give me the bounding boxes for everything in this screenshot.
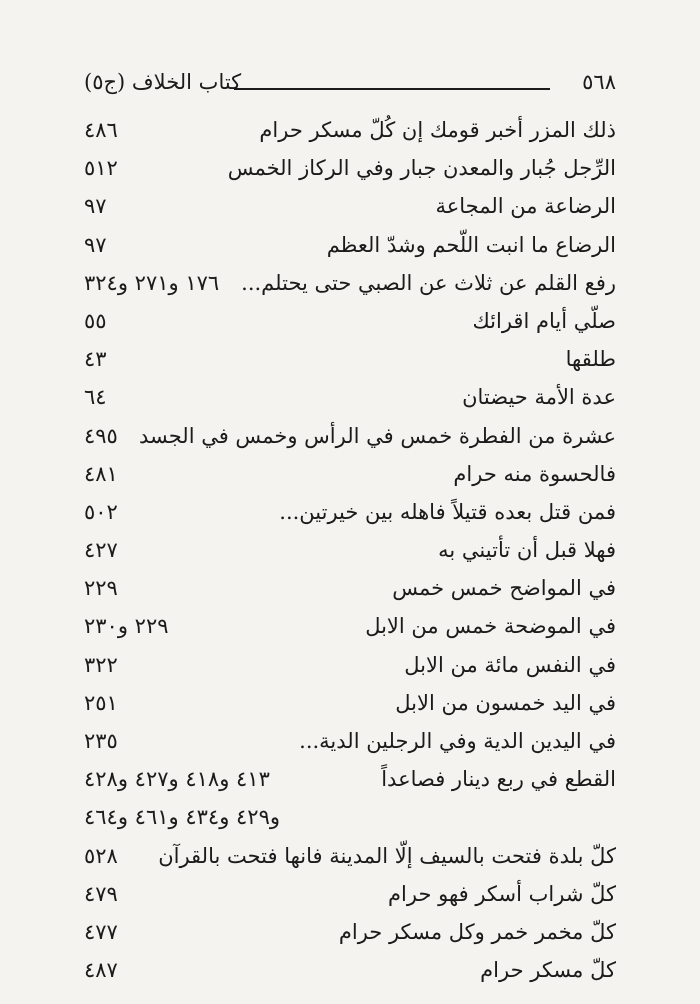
entry-pages: ٥١٢ <box>84 156 118 181</box>
index-entry <box>84 379 616 417</box>
index-entry <box>84 761 616 799</box>
index-entry <box>84 952 616 990</box>
index-entry <box>84 532 616 570</box>
entry-text: ذلك المزر أخبر قومك إن كُلّ مسكر حرام <box>259 118 616 142</box>
entry-pages: ٢٣٥ <box>84 729 118 753</box>
index-entry <box>84 265 616 303</box>
index-entry <box>84 150 616 188</box>
entry-text: في اليد خمسون من الابل <box>395 690 616 715</box>
entry-pages: ٥٠٢ <box>84 499 118 524</box>
index-entry-continuation <box>84 799 616 837</box>
page-number: ٥٦٨ <box>582 70 616 94</box>
entry-pages: ٤١٣ و٤١٨ و٤٢٧ و٤٢٨ <box>84 767 270 792</box>
index-entry <box>84 914 616 952</box>
index-entry <box>84 494 616 532</box>
running-title: كتاب الخلاف (ج٥) <box>84 70 242 94</box>
entry-pages: ٩٧ <box>84 194 107 219</box>
index-entry <box>84 685 616 723</box>
entry-pages: ٤٧٩ <box>84 881 118 906</box>
entry-pages: ٤٩٥ <box>84 423 118 448</box>
index-entry <box>84 227 616 265</box>
index-entry <box>84 647 616 685</box>
entry-text: في الموضحة خمس من الابل <box>365 614 616 639</box>
entry-text: في اليدين الدية وفي الرجلين الدية... <box>299 729 616 753</box>
entry-pages: ٣٢٢ <box>84 652 118 677</box>
entry-text: عشرة من الفطرة خمس في الرأس وخمس في الجسد <box>138 423 616 448</box>
entry-pages: ٩٧ <box>84 232 107 257</box>
index-entry <box>84 418 616 456</box>
entry-text: كلّ شراب أسكر فهو حرام <box>388 881 616 906</box>
entry-text: كلّ بلدة فتحت بالسيف إلّا المدينة فانها فتحت بالقرآن <box>158 843 616 868</box>
index-entry <box>84 188 616 226</box>
entry-pages: ٤٨٧ <box>84 958 118 983</box>
index-entry <box>84 570 616 608</box>
entry-pages: ٢٢٩ <box>84 576 118 601</box>
entry-pages: ١٧٦ و٢٧١ و٣٢٤ <box>84 270 220 295</box>
entry-text: فمن قتل بعده قتيلاً فاهله بين خيرتين... <box>279 499 616 524</box>
header-rule <box>234 88 550 90</box>
index-entry <box>84 456 616 494</box>
entry-pages: ٦٤ <box>84 385 107 410</box>
entry-text: فهلا قبل أن تأتيني به <box>438 538 616 563</box>
hadith-index-list <box>84 112 616 990</box>
entry-pages: ٤٢٧ <box>84 538 118 563</box>
entry-text: في المواضح خمس خمس <box>392 576 616 601</box>
entry-pages: ٢٢٩ و٢٣٠ <box>84 614 169 639</box>
page-header <box>84 66 616 98</box>
entry-text: طلقها <box>565 347 616 372</box>
entry-pages: ٤٨٦ <box>84 118 118 142</box>
index-entry <box>84 838 616 876</box>
entry-text: الرِّجل جُبار والمعدن جبار وفي الركاز الخمس <box>227 156 616 181</box>
entry-text: القطع في ربع دينار فصاعداً <box>381 767 616 792</box>
entry-text: الرضاع ما انبت اللّحم وشدّ العظم <box>326 232 616 257</box>
entry-pages: ٤٣ <box>84 347 107 372</box>
entry-pages: ٥٢٨ <box>84 843 118 868</box>
entry-text: في النفس مائة من الابل <box>404 652 616 677</box>
index-entry <box>84 112 616 150</box>
entry-pages: و٤٢٩ و٤٣٤ و٤٦١ و٤٦٤ <box>84 805 281 830</box>
entry-text: كلّ مخمر خمر وكل مسكر حرام <box>338 919 616 944</box>
index-entry <box>84 876 616 914</box>
entry-text: الرضاعة من المجاعة <box>435 194 616 219</box>
entry-pages: ٤٧٧ <box>84 919 118 944</box>
index-entry <box>84 608 616 646</box>
entry-text: رفع القلم عن ثلاث عن الصبي حتى يحتلم... <box>241 270 616 295</box>
entry-text: كلّ مسكر حرام <box>480 958 616 983</box>
index-entry <box>84 723 616 761</box>
index-entry <box>84 303 616 341</box>
entry-text: عدة الأمة حيضتان <box>462 385 616 410</box>
entry-pages: ٥٥ <box>84 308 107 333</box>
index-entry <box>84 341 616 379</box>
entry-text: فالحسوة منه حرام <box>453 461 616 486</box>
entry-pages: ٢٥١ <box>84 690 118 715</box>
entry-text: صلّي أيام اقرائك <box>472 308 616 333</box>
entry-pages: ٤٨١ <box>84 461 118 486</box>
